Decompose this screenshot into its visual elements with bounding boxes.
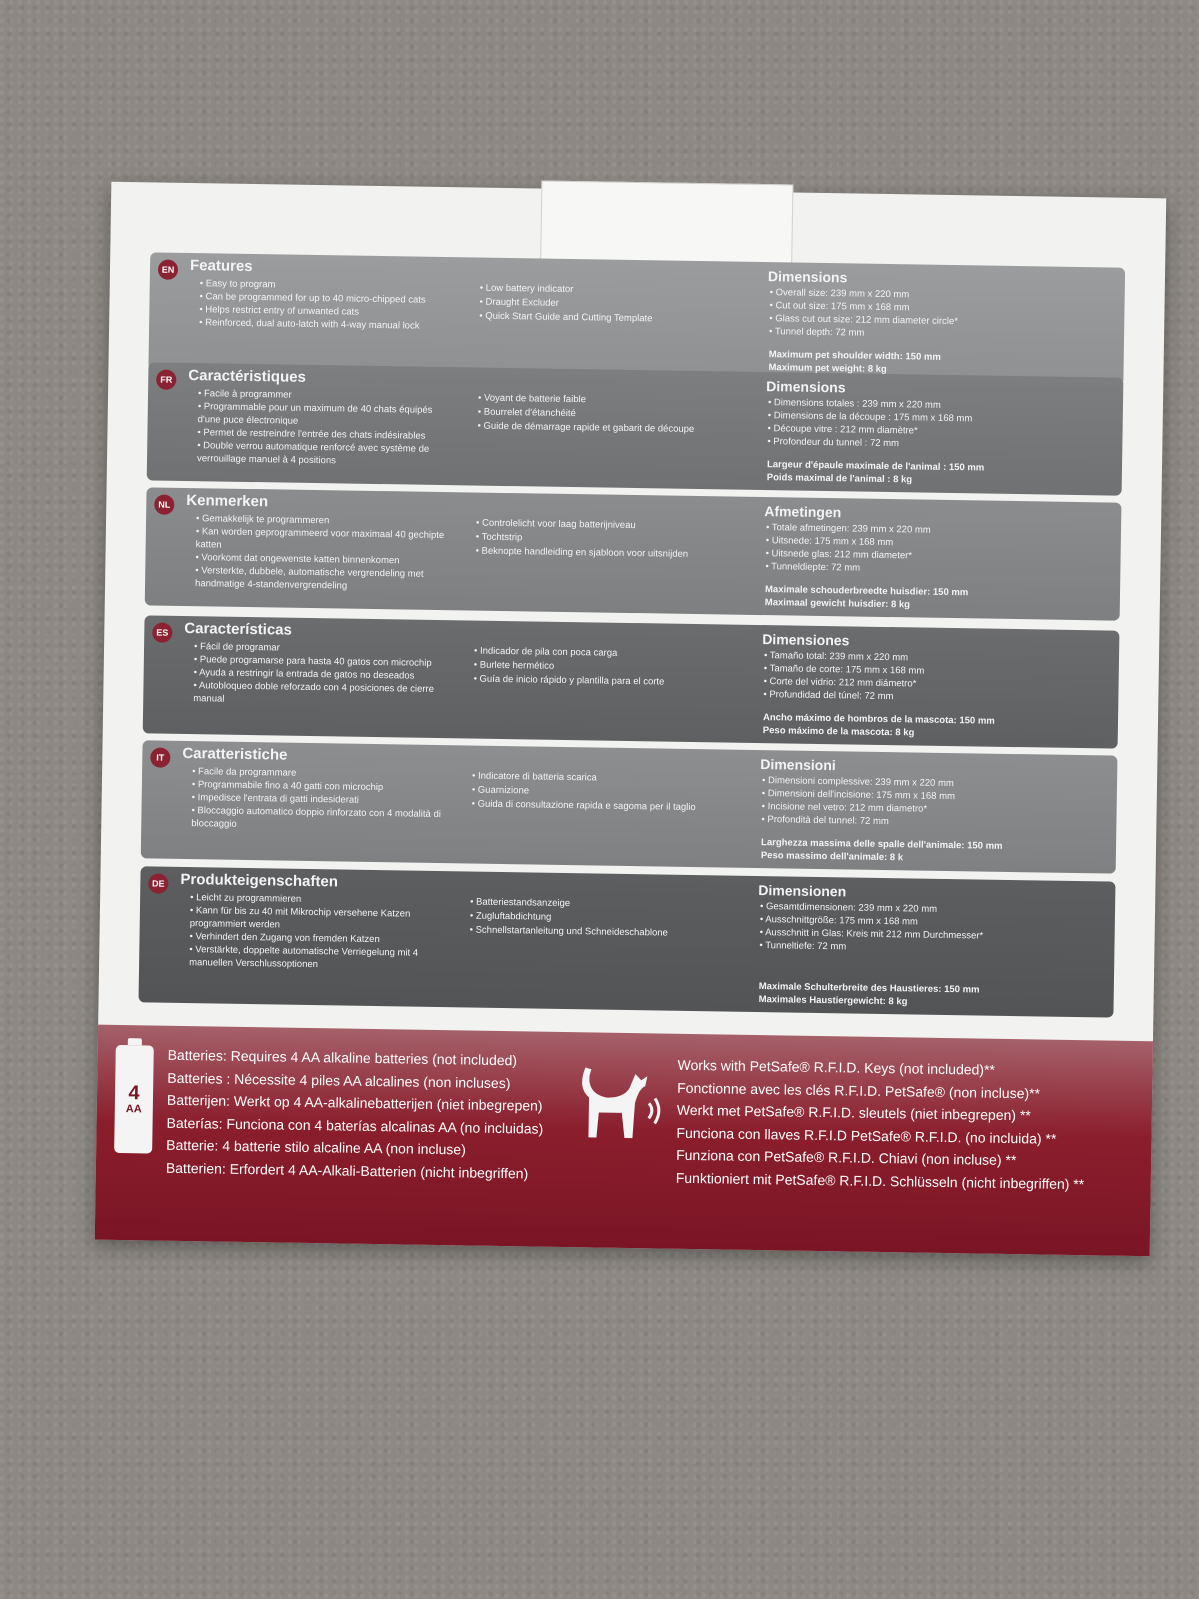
- dimension-item: • Profondità del tunnel: 72 mm: [761, 813, 1061, 831]
- feature-item: • Double verrou automatique renforcé avec système de verrouillage manuel à 4 positions: [197, 439, 457, 469]
- max-pet-line: Largeur d'épaule maximale de l'animal : 150 mm: [766, 459, 985, 474]
- feature-item: • Guía de inicio rápido y plantilla para el corte: [473, 673, 743, 691]
- feature-item: • Indicador de pila con poca carga: [474, 645, 744, 663]
- section-band: [145, 487, 1122, 620]
- features-list-secondary: [479, 282, 750, 328]
- dimensions-list: [765, 521, 1066, 578]
- max-pet-line: Maximale schouderbreedte huisdier: 150 mm: [764, 584, 969, 599]
- features-title: Kenmerken: [186, 491, 269, 511]
- max-pet-line: Maximales Haustiergewicht: 8 kg: [758, 994, 908, 1008]
- battery-type: AA: [125, 1103, 142, 1116]
- dimension-item: • Profundidad del túnel: 72 mm: [763, 688, 1063, 706]
- feature-item: • Voorkomt dat ongewenste katten binnenkomen: [195, 551, 455, 568]
- feature-item: • Impedisce l'entrata di gatti indesiderati: [192, 791, 452, 808]
- dimensions-list: [767, 396, 1068, 453]
- dimensions-title: Dimensionen: [758, 882, 847, 900]
- battery-line: Batteries: Requires 4 AA alkaline batteries (not included): [167, 1046, 518, 1069]
- feature-item: • Quick Start Guide and Cutting Template: [479, 310, 749, 328]
- features-list-secondary: [472, 770, 743, 816]
- battery-line: Baterías: Funciona con 4 baterías alcalinas AA (no incluidas): [166, 1114, 544, 1137]
- dimensions-list: [761, 774, 1062, 831]
- dimension-item: • Overall size: 239 mm x 220 mm: [770, 286, 1070, 304]
- rfid-line: Funktioniert mit PetSafe® R.F.I.D. Schlüsseln (nicht inbegriffen) **: [675, 1169, 1085, 1192]
- language-badge: ES: [152, 622, 172, 642]
- rfid-line: Funciona con llaves R.F.I.D PetSafe® R.F.I.D. (no incluida) **: [676, 1124, 1057, 1147]
- feature-item: • Gemakkelijk te programmeren: [196, 512, 456, 529]
- dimension-item: • Découpe vitre : 212 mm diamètre*: [767, 422, 1067, 440]
- features-title: Características: [184, 619, 293, 639]
- feature-item: • Verstärkte, doppelte automatische Verriegelung mit 4 manuellen Verschlussoptionen: [189, 943, 449, 973]
- features-list: [199, 277, 460, 333]
- feature-item: • Fácil de programar: [194, 640, 454, 657]
- dimension-item: • Tunnel depth: 72 mm: [769, 325, 1069, 343]
- dimension-item: • Dimensions de la découpe : 175 mm x 168 mm: [768, 409, 1068, 427]
- feature-item: • Guarnizione: [472, 784, 742, 802]
- max-pet-line: Poids maximal de l'animal : 8 kg: [766, 472, 913, 486]
- battery-line: Batteries : Nécessite 4 piles AA alcalines (non incluses): [167, 1069, 511, 1091]
- feature-item: • Easy to program: [200, 277, 460, 294]
- max-pet-info: [763, 711, 1063, 742]
- dimensions-title: Dimensions: [767, 268, 848, 286]
- section-band: [143, 615, 1120, 748]
- max-pet-info: [765, 583, 1065, 614]
- features-list: [195, 512, 456, 594]
- feature-item: • Zugluftabdichtung: [470, 910, 740, 928]
- feature-item: • Helps restrict entry of unwanted cats: [199, 303, 459, 320]
- features-list-secondary: [477, 392, 748, 438]
- language-badge: IT: [150, 747, 170, 767]
- feature-item: • Reinforced, dual auto-latch with 4-way manual lock: [199, 316, 459, 333]
- features-list-secondary: [473, 645, 744, 691]
- max-pet-line: Peso máximo de la mascota: 8 kg: [762, 725, 915, 739]
- dimension-item: • Ausschnittgröße: 175 mm x 168 mm: [760, 913, 1060, 931]
- dimension-item: • Uitsnede: 175 mm x 168 mm: [766, 534, 1066, 552]
- features-title: Produkteigenschaften: [180, 870, 339, 891]
- feature-item: • Controlelicht voor laag batterijniveau: [476, 517, 746, 535]
- dimension-item: • Tunneltiefe: 72 mm: [759, 939, 1059, 957]
- feature-item: • Kann für bis zu 40 mit Mikrochip versehene Katzen programmiert werden: [190, 904, 450, 934]
- max-pet-line: Maximum pet shoulder width: 150 mm: [768, 349, 941, 363]
- language-badge: NL: [154, 494, 174, 514]
- language-badge: DE: [148, 873, 168, 893]
- battery-count: 4: [128, 1082, 140, 1105]
- max-pet-line: Maximum pet weight: 8 kg: [768, 362, 887, 375]
- dimension-item: • Tunneldiepte: 72 mm: [765, 560, 1065, 578]
- features-title: Features: [189, 257, 253, 276]
- dimension-item: • Corte del vidrio: 212 mm diámetro*: [764, 675, 1064, 693]
- dimensions-title: Dimensioni: [760, 756, 836, 774]
- rfid-line: Works with PetSafe® R.F.I.D. Keys (not included)**: [677, 1056, 996, 1078]
- features-title: Caratteristiche: [182, 744, 288, 764]
- feature-item: • Facile à programmer: [198, 387, 458, 404]
- dimensions-title: Afmetingen: [764, 503, 842, 521]
- max-pet-line: Ancho máximo de hombros de la mascota: 150 mm: [762, 712, 995, 727]
- feature-item: • Voyant de batterie faible: [478, 392, 748, 410]
- features-title: Caractéristiques: [188, 367, 307, 386]
- rfid-line: Fonctionne avec les clés R.F.I.D. PetSafe® (non incluse)**: [677, 1079, 1041, 1101]
- features-list: [197, 387, 458, 469]
- rfid-line: Funziona con PetSafe® R.F.I.D. Chiavi (non incluse) **: [676, 1146, 1017, 1169]
- section-band: [141, 740, 1118, 873]
- dimension-item: • Incisione nel vetro: 212 mm diametro*: [762, 800, 1062, 818]
- dimension-item: • Cut out size: 175 mm x 168 mm: [769, 299, 1069, 317]
- dimensions-title: Dimensiones: [762, 631, 850, 649]
- feature-item: • Beknopte handleiding en sjabloon voor uitsnijden: [476, 545, 746, 563]
- features-list: [191, 765, 452, 834]
- dimension-item: • Uitsnede glas: 212 mm diameter*: [766, 547, 1066, 565]
- feature-item: • Burlete hermético: [474, 659, 744, 677]
- max-pet-line: Peso massimo dell'animale: 8 k: [760, 850, 904, 864]
- battery-icon: [114, 1045, 154, 1154]
- feature-item: • Guida di consultazione rapida e sagoma per il taglio: [472, 798, 742, 816]
- dimensions-list: [769, 286, 1070, 343]
- features-list: [193, 640, 454, 709]
- features-list-secondary: [470, 896, 741, 942]
- feature-item: • Schnellstartanleitung und Schneideschablone: [470, 924, 740, 942]
- product-box: [95, 182, 1166, 1256]
- feature-item: • Bloccaggio automatico doppio rinforzato con 4 modalità di bloccaggio: [191, 804, 451, 834]
- section-band: [138, 866, 1115, 1017]
- feature-item: • Can be programmed for up to 40 micro-chipped cats: [199, 290, 459, 307]
- feature-item: • Batteriestandsanzeige: [470, 896, 740, 914]
- feature-item: • Draught Excluder: [479, 296, 749, 314]
- dimension-item: • Glass cut out size: 212 mm diameter circle*: [769, 312, 1069, 330]
- feature-item: • Indicatore di batteria scarica: [472, 770, 742, 788]
- max-pet-info: [759, 980, 1059, 1011]
- feature-item: • Low battery indicator: [480, 282, 750, 300]
- dimensions-list: [763, 649, 1064, 706]
- feature-item: • Autobloqueo doble reforzado con 4 posiciones de cierre manual: [193, 679, 453, 709]
- rfid-line: Werkt met PetSafe® R.F.I.D. sleutels (niet inbegrepen) **: [676, 1101, 1031, 1124]
- max-pet-line: Larghezza massima delle spalle dell'animale: 150 mm: [760, 837, 1003, 852]
- feature-item: • Guide de démarrage rapide et gabarit de découpe: [477, 420, 747, 438]
- feature-item: • Ayuda a restringir la entrada de gatos no deseados: [194, 666, 454, 683]
- box-flap: [540, 181, 793, 265]
- dimension-item: • Tamaño de corte: 175 mm x 168 mm: [764, 662, 1064, 680]
- feature-item: • Bourrelet d'étanchéité: [478, 406, 748, 424]
- max-pet-info: [761, 836, 1061, 867]
- feature-item: • Permet de restreindre l'entrée des chats indésirables: [197, 426, 457, 443]
- rfid-info-list: [676, 1054, 1087, 1195]
- battery-info-list: [166, 1044, 545, 1185]
- dimension-item: • Totale afmetingen: 239 mm x 220 mm: [766, 521, 1066, 539]
- language-badge: EN: [158, 260, 178, 280]
- battery-line: Batterie: 4 batterie stilo alcaline AA (non incluse): [166, 1136, 466, 1158]
- section-band: [147, 362, 1124, 495]
- footer-band: [95, 1025, 1153, 1257]
- feature-item: • Puede programarse para hasta 40 gatos con microchip: [194, 653, 454, 670]
- feature-item: • Tochtstrip: [476, 531, 746, 549]
- feature-item: • Programmable pour un maximum de 40 chats équipés d'une puce électronique: [198, 400, 458, 430]
- dimensions-title: Dimensions: [766, 378, 846, 396]
- dimension-item: • Gesamtdimensionen: 239 mm x 220 mm: [760, 900, 1060, 918]
- language-badge: FR: [156, 370, 176, 390]
- feature-item: • Programmabile fino a 40 gatti con microchip: [192, 778, 452, 795]
- battery-line: Batterien: Erfordert 4 AA-Alkali-Batterien (nicht inbegriffen): [165, 1159, 529, 1181]
- dimension-item: • Tamaño total: 239 mm x 220 mm: [764, 649, 1064, 667]
- feature-item: • Kan worden geprogrammeerd voor maximaal 40 gechipte katten: [196, 525, 456, 555]
- cat-rfid-icon: [566, 1057, 667, 1149]
- feature-item: • Facile da programmare: [192, 765, 452, 782]
- dimension-item: • Dimensioni complessive: 239 mm x 220 mm: [762, 774, 1062, 792]
- feature-item: • Leicht zu programmieren: [190, 891, 450, 908]
- max-pet-line: Maximaal gewicht huisdier: 8 kg: [764, 597, 911, 611]
- max-pet-line: Maximale Schulterbreite des Haustieres: 150 mm: [758, 981, 980, 996]
- battery-line: Batterijen: Werkt op 4 AA-alkalinebatterijen (niet inbegrepen): [166, 1091, 543, 1114]
- dimension-item: • Dimensioni dell'incisione: 175 mm x 168 mm: [762, 787, 1062, 805]
- features-list-secondary: [476, 517, 747, 563]
- feature-item: • Verhindert den Zugang von fremden Katzen: [189, 930, 449, 947]
- features-list: [189, 891, 450, 973]
- dimension-item: • Dimensions totales : 239 mm x 220 mm: [768, 396, 1068, 414]
- dimension-item: • Ausschnitt in Glas: Kreis mit 212 mm Durchmesser*: [760, 926, 1060, 944]
- dimensions-list: [759, 900, 1060, 957]
- dimension-item: • Profondeur du tunnel : 72 mm: [767, 435, 1067, 453]
- max-pet-info: [767, 458, 1067, 489]
- feature-item: • Versterkte, dubbele, automatische vergrendeling met handmatige 4-standenvergrendeling: [195, 564, 455, 594]
